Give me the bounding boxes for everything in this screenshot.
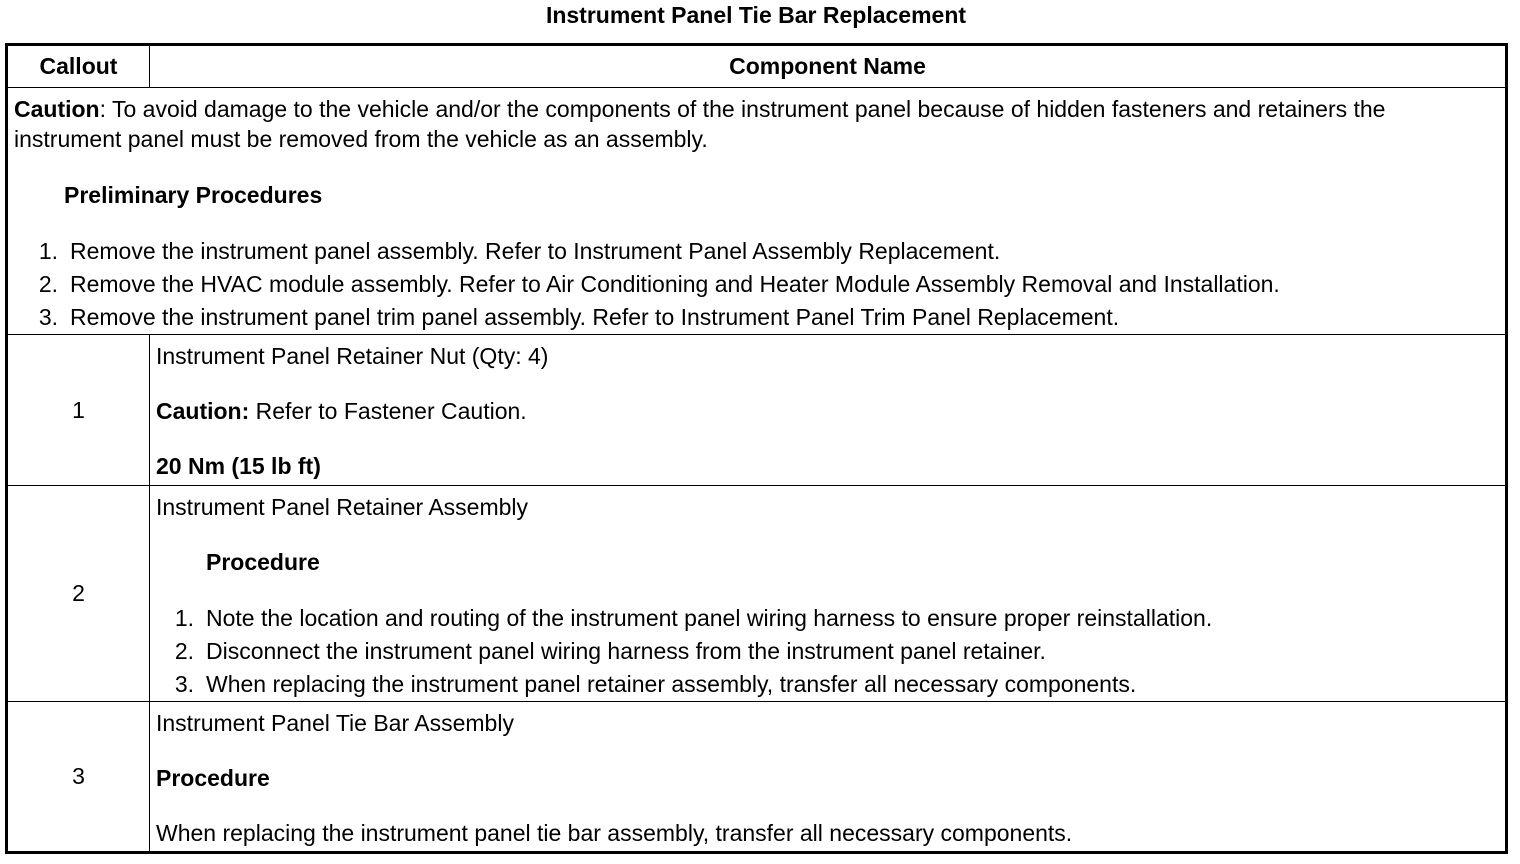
component-table (5, 43, 1508, 854)
preliminary-step-text: Remove the HVAC module assembly. Refer to Air Conditioning and Heater Module Assembly Removal and Installation. (70, 271, 1280, 297)
component-cell (150, 486, 1507, 702)
procedure-step-text: When replacing the instrument panel retainer assembly, transfer all necessary components. (206, 671, 1137, 697)
procedure-step-text: Disconnect the instrument panel wiring harness from the instrument panel retainer. (206, 638, 1046, 664)
component-cell (150, 702, 1507, 853)
caution-label: Caution: (156, 398, 250, 424)
component-name: Instrument Panel Tie Bar Assembly (156, 710, 514, 736)
preliminary-step-text: Remove the instrument panel assembly. Refer to Instrument Panel Assembly Replacement. (70, 238, 1001, 264)
callout-number: 1 (7, 335, 150, 486)
column-header-component-name: Component Name (150, 45, 1507, 88)
component-name: Instrument Panel Retainer Nut (Qty: 4) (156, 343, 549, 369)
procedure-text: When replacing the instrument panel tie bar assembly, transfer all necessary components. (156, 820, 1073, 846)
list-item: 2. Remove the HVAC module assembly. Refer to Air Conditioning and Heater Module Assembly Removal and Installation. (14, 268, 1499, 301)
list-item: 2. Disconnect the instrument panel wiring harness from the instrument panel retainer. (156, 635, 1499, 668)
procedure-steps-list (156, 602, 1499, 701)
caution-note (156, 396, 1499, 426)
column-header-callout: Callout (7, 45, 150, 88)
procedure-heading: Procedure (156, 765, 270, 791)
table-row (7, 702, 1507, 853)
document-title: Instrument Panel Tie Bar Replacement (545, 2, 967, 28)
table-row (7, 486, 1507, 702)
caution-label: Caution (14, 96, 100, 122)
list-item: 3. Remove the instrument panel trim panel assembly. Refer to Instrument Panel Trim Panel Replacement. (14, 301, 1499, 334)
preliminary-step-text: Remove the instrument panel trim panel assembly. Refer to Instrument Panel Trim Panel Replacement. (70, 304, 1120, 330)
callout-number: 3 (7, 702, 150, 853)
list-item: 3. When replacing the instrument panel retainer assembly, transfer all necessary components. (156, 668, 1499, 701)
component-cell (150, 335, 1507, 486)
caution-text: : To avoid damage to the vehicle and/or the components of the instrument panel because of hidden fasteners and retainers the instrument panel must be removed from the vehicle as an assembly. (14, 96, 1386, 152)
caution-row (7, 88, 1507, 335)
torque-spec: 20 Nm (15 lb ft) (156, 453, 321, 479)
callout-number: 2 (7, 486, 150, 702)
list-item: 1. Note the location and routing of the instrument panel wiring harness to ensure proper reinstallation. (156, 602, 1499, 635)
caution-paragraph (14, 94, 1499, 154)
preliminary-steps-list (14, 235, 1499, 334)
caution-text: Refer to Fastener Caution. (249, 398, 527, 424)
procedure-heading: Procedure (206, 549, 320, 575)
procedure-step-text: Note the location and routing of the instrument panel wiring harness to ensure proper reinstallation. (206, 605, 1213, 631)
preliminary-procedures-heading: Preliminary Procedures (64, 182, 323, 208)
caution-cell (7, 88, 1507, 335)
component-name: Instrument Panel Retainer Assembly (156, 494, 529, 520)
list-item: 1. Remove the instrument panel assembly. Refer to Instrument Panel Assembly Replacement. (14, 235, 1499, 268)
table-row (7, 335, 1507, 486)
table-header-row (7, 45, 1507, 88)
